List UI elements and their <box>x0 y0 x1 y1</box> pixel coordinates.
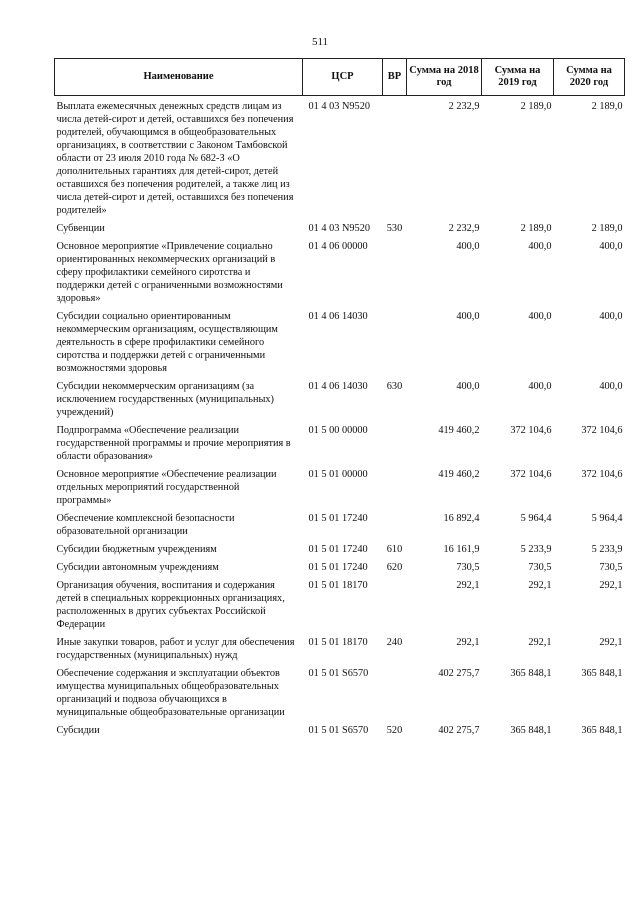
row-sum-2018: 419 460,2 <box>438 469 480 480</box>
row-vr <box>383 468 407 512</box>
row-sum-2019: 365 848,1 <box>510 725 552 736</box>
row-sum-2019: 2 189,0 <box>520 101 552 112</box>
row-csr: 01 5 01 17240 <box>308 544 368 555</box>
row-vr: 240 <box>386 637 403 648</box>
table-header <box>55 59 625 96</box>
table-row <box>55 310 625 380</box>
row-sum-2020: 400,0 <box>599 241 623 252</box>
table-body <box>55 96 625 743</box>
table-row <box>55 468 625 512</box>
row-sum-2020: 292,1 <box>599 580 623 591</box>
row-csr: 01 4 06 14030 <box>308 381 368 392</box>
row-csr: 01 4 06 00000 <box>308 241 368 252</box>
row-vr <box>383 310 407 380</box>
row-name: Подпрограмма «Обеспечение реализации государственной программы и прочие мероприятия в области образования» <box>56 425 291 462</box>
row-sum-2020: 2 189,0 <box>591 223 623 234</box>
row-sum-2019: 372 104,6 <box>510 469 552 480</box>
row-sum-2018: 400,0 <box>456 381 480 392</box>
row-csr: 01 5 01 00000 <box>308 469 368 480</box>
table-row <box>55 240 625 310</box>
row-sum-2018: 2 232,9 <box>448 223 480 234</box>
row-sum-2019: 372 104,6 <box>510 425 552 436</box>
row-csr: 01 5 01 S6570 <box>308 668 369 679</box>
table-row <box>55 667 625 724</box>
row-name: Основное мероприятие «Обеспечение реализации отдельных мероприятий государственной программы» <box>56 469 277 506</box>
row-sum-2018: 16 892,4 <box>443 513 480 524</box>
table-row <box>55 579 625 636</box>
row-name: Субсидии бюджетным учреждениям <box>56 544 217 555</box>
row-vr: 520 <box>386 725 403 736</box>
row-sum-2018: 402 275,7 <box>438 725 480 736</box>
row-sum-2019: 5 233,9 <box>520 544 552 555</box>
row-csr: 01 5 01 17240 <box>308 562 368 573</box>
row-name: Выплата ежемесячных денежных средств лицам из числа детей-сирот и детей, оставшихся без попечения родителей, обучающимся в общеобразовательных организациях, в соответствии с Законом Тамбовской области от 23 июля 2010 года № 682-З «О дополнительных гарантиях для детей-сирот, детей оставшихся без попечения родителей, а также лиц из числа детей-сирот и детей, оставшихся без попечения родителей» <box>56 101 294 216</box>
header-sum-2019: Сумма на 2019 год <box>482 59 554 96</box>
row-sum-2018: 730,5 <box>456 562 480 573</box>
row-sum-2020: 5 233,9 <box>591 544 623 555</box>
budget-table <box>54 58 625 742</box>
row-name: Обеспечение комплексной безопасности образовательной организации <box>56 513 235 537</box>
row-name: Субсидии социально ориентированным некоммерческим организациям, осуществляющим деятельность в сфере профилактики семейного сиротства и поддержки детей с ограниченными возможностями здоровья <box>56 311 278 374</box>
row-sum-2019: 292,1 <box>528 637 552 648</box>
row-vr: 530 <box>386 223 403 234</box>
page-number: 511 <box>311 36 329 48</box>
row-sum-2020: 365 848,1 <box>581 725 623 736</box>
row-sum-2018: 16 161,9 <box>443 544 480 555</box>
header-csr: ЦСР <box>303 59 383 96</box>
row-vr <box>383 579 407 636</box>
row-vr <box>383 667 407 724</box>
row-vr <box>383 512 407 543</box>
row-sum-2018: 292,1 <box>456 580 480 591</box>
row-sum-2020: 5 964,4 <box>591 513 623 524</box>
row-csr: 01 5 01 18170 <box>308 580 368 591</box>
row-name: Субсидии некоммерческим организациям (за исключением государственных (муниципальных) учреждений) <box>56 381 274 418</box>
row-sum-2020: 365 848,1 <box>581 668 623 679</box>
row-vr: 630 <box>386 381 403 392</box>
row-csr: 01 5 01 18170 <box>308 637 368 648</box>
row-vr: 610 <box>386 544 403 555</box>
row-sum-2018: 402 275,7 <box>438 668 480 679</box>
row-sum-2019: 292,1 <box>528 580 552 591</box>
header-sum-2018: Сумма на 2018 год <box>407 59 482 96</box>
row-sum-2020: 292,1 <box>599 637 623 648</box>
row-name: Основное мероприятие «Привлечение социально ориентированных некоммерческих организаций в сферу профилактики семейного сиротства и поддержки детей с ограниченными возможностями здоровья» <box>56 241 283 304</box>
table-row <box>55 724 625 742</box>
row-sum-2020: 2 189,0 <box>591 101 623 112</box>
table-row <box>55 222 625 240</box>
row-sum-2018: 400,0 <box>456 241 480 252</box>
row-sum-2020: 400,0 <box>599 311 623 322</box>
table-row <box>55 96 625 223</box>
row-csr: 01 4 06 14030 <box>308 311 368 322</box>
row-sum-2018: 400,0 <box>456 311 480 322</box>
row-sum-2019: 2 189,0 <box>520 223 552 234</box>
row-sum-2018: 2 232,9 <box>448 101 480 112</box>
row-sum-2019: 730,5 <box>528 562 552 573</box>
row-name: Субсидии автономным учреждениям <box>56 562 219 573</box>
table-row <box>55 380 625 424</box>
row-name: Обеспечение содержания и эксплуатации объектов имущества муниципальных общеобразовательных организаций и подвоза обучающихся в муниципальные общеобразовательные организации <box>56 668 285 718</box>
row-name: Иные закупки товаров, работ и услуг для обеспечения государственных (муниципальных) нужд <box>56 637 295 661</box>
row-sum-2019: 400,0 <box>528 311 552 322</box>
row-sum-2018: 292,1 <box>456 637 480 648</box>
row-name: Организация обучения, воспитания и содержания детей в специальных коррекционных организациях, расположенных в других субъектах Российской Федерации <box>56 580 285 630</box>
row-vr: 620 <box>386 562 403 573</box>
table-row <box>55 543 625 561</box>
header-sum-2020: Сумма на 2020 год <box>554 59 625 96</box>
table-row <box>55 636 625 667</box>
row-sum-2019: 400,0 <box>528 381 552 392</box>
header-name: Наименование <box>55 59 303 96</box>
row-name: Субсидии <box>56 725 100 736</box>
row-vr <box>383 96 407 223</box>
header-vr: ВР <box>383 59 407 96</box>
row-sum-2020: 730,5 <box>599 562 623 573</box>
row-csr: 01 4 03 N9520 <box>308 101 370 112</box>
row-csr: 01 4 03 N9520 <box>308 223 370 234</box>
row-csr: 01 5 01 17240 <box>308 513 368 524</box>
row-vr <box>383 424 407 468</box>
row-sum-2020: 372 104,6 <box>581 469 623 480</box>
row-sum-2020: 400,0 <box>599 381 623 392</box>
row-csr: 01 5 00 00000 <box>308 425 368 436</box>
table-row <box>55 424 625 468</box>
row-sum-2018: 419 460,2 <box>438 425 480 436</box>
row-name: Субвенции <box>56 223 105 234</box>
table-row <box>55 512 625 543</box>
table-row <box>55 561 625 579</box>
row-sum-2019: 5 964,4 <box>520 513 552 524</box>
row-sum-2019: 400,0 <box>528 241 552 252</box>
row-sum-2020: 372 104,6 <box>581 425 623 436</box>
row-vr <box>383 240 407 310</box>
row-sum-2019: 365 848,1 <box>510 668 552 679</box>
row-csr: 01 5 01 S6570 <box>308 725 369 736</box>
